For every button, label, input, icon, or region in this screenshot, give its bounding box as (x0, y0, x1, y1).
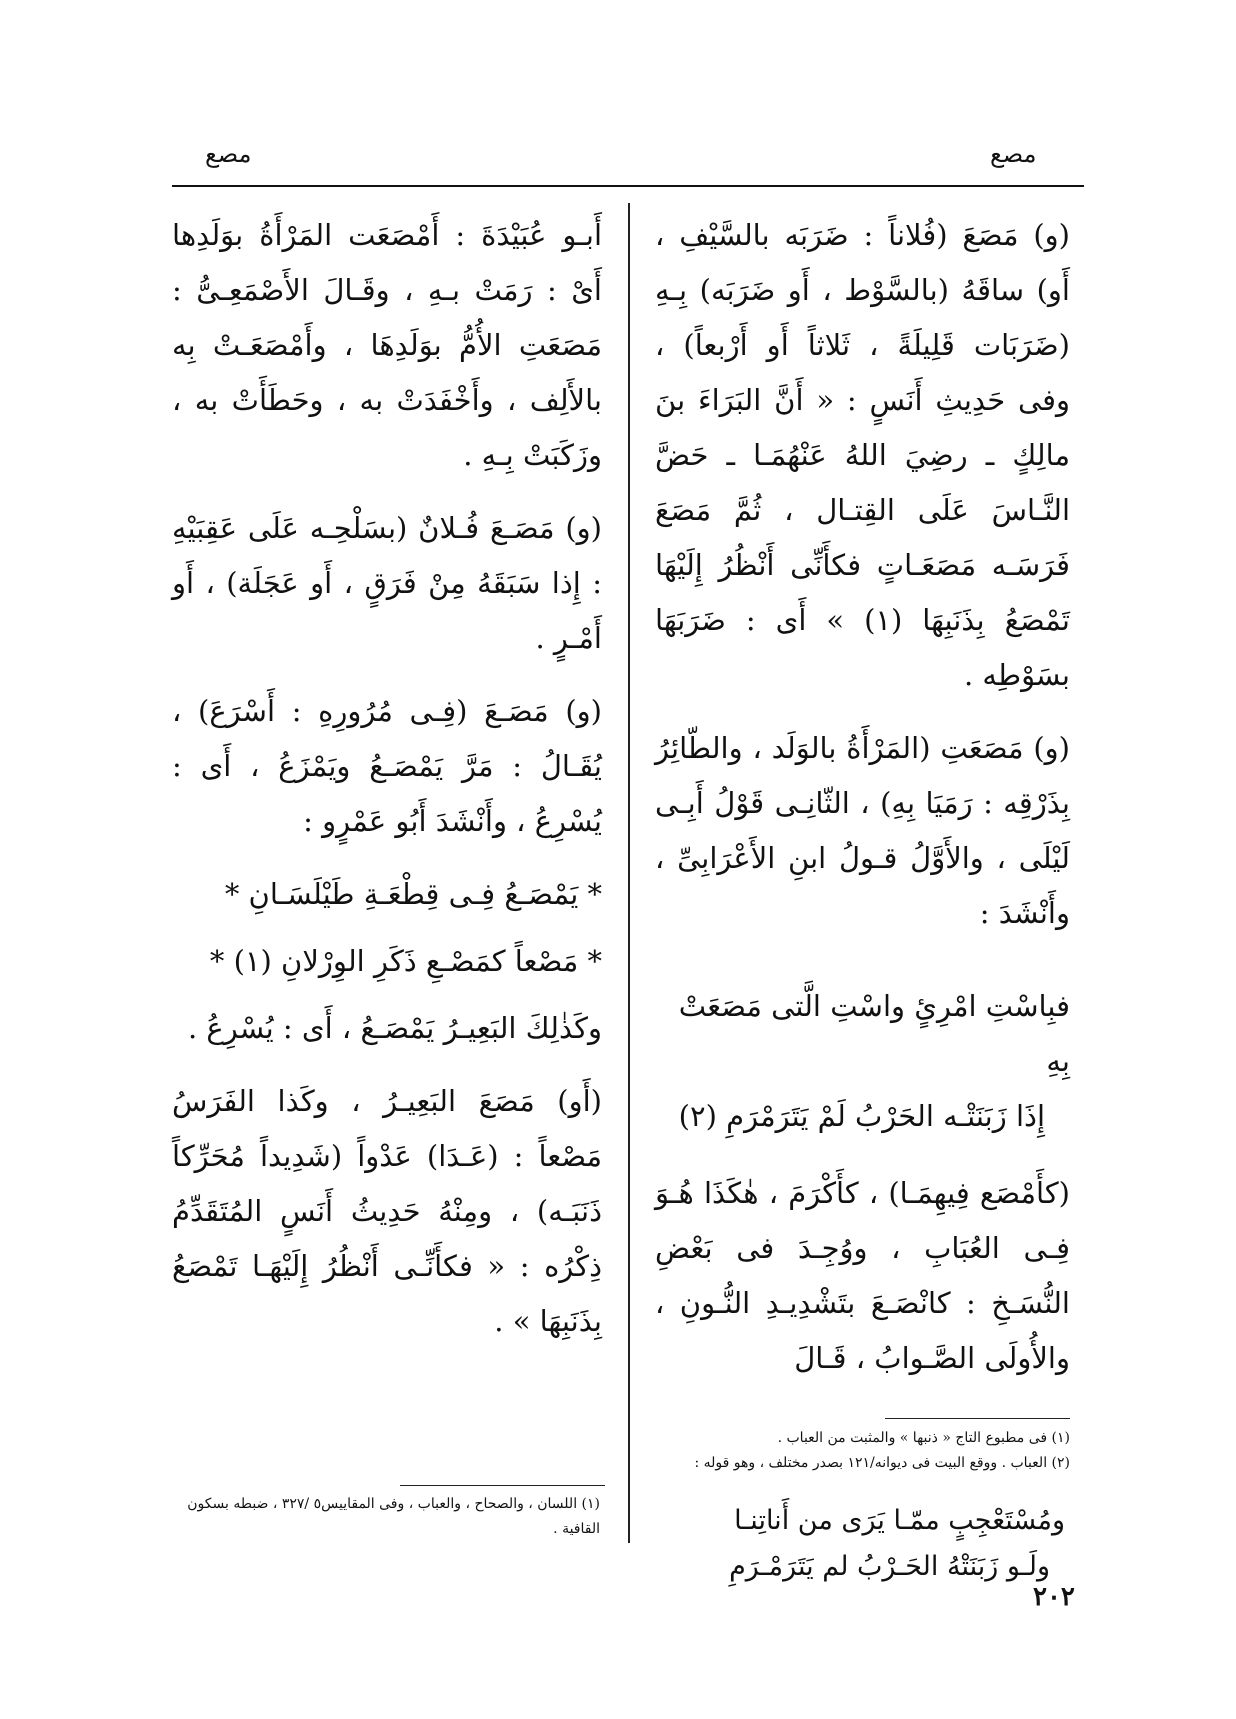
entry-paragraph: (كأَمْصَع فِيهِمَـا) ، كأَكْرَمَ ، هٰكَذَا هُـوَ فِـى العُبَابِ ، ووُجِـدَ فى بَعْضِ النُّسَـخِ : كانْصَـعَ بتَشْدِيـدِ النُّـونِ ، والأُولَى الصَّـوابُ ، قَـالَ (655, 1176, 1070, 1375)
footnotes-left (150, 1492, 600, 1542)
footnote-rule-right (885, 1418, 1070, 1419)
rajaz-verse: * يَمْصَـعُ فِـى قِطْعَـةِ طَيْلَسَـانِ * (224, 877, 602, 911)
header-entry-word-left: مصع (205, 140, 252, 168)
page-number: ٢٠٢ (1033, 1582, 1075, 1612)
footnote: (١) فى مطبوع التاج « ذنبها » والمثبت من العباب . (777, 1430, 1070, 1446)
right-column (655, 208, 1070, 1404)
footnote-verse-line-second: ولَـو زَبَنَتْهُ الحَـرْبُ لم يَتَرَمْـرَمِ (729, 1551, 1050, 1582)
left-column (172, 208, 602, 1367)
footnote-rule-left (400, 1485, 605, 1486)
entry-paragraph: (و) مَصَعَتِ (المَرْأَةُ بالوَلَد ، والطّائِرُ بِذَرْقِه : رَمَيَا بِهِ) ، الثّانِـى قَوْلُ أَبِـى لَيْلَى ، والأَوَّلُ قـولُ ابنِ الأَعْرَابِىِّ ، وأَنْشَدَ : (655, 731, 1070, 930)
footnotes-right (655, 1426, 1070, 1476)
poem-line-first: فبِاسْتِ امْرِئٍ واسْتِ الَّتى مَصَعَتْ بِهِ (678, 989, 1070, 1078)
entry-paragraph: (و) مَصَـعَ فُـلانٌ (بسَلْحِـه عَلَى عَقِبَيْهِ : إِذا سَبَقَهُ مِنْ فَرَقٍ ، أَو عَجَلَة) ، أَو أَمْـرٍ . (172, 511, 602, 655)
footnote: (١) اللسان ، والصحاح ، والعباب ، وفى المقاييس٥ /٣٢٧ ، ضبطه بسكون القافية . (187, 1496, 600, 1537)
footnote-verse (660, 1498, 1065, 1590)
header-rule (172, 185, 1084, 187)
column-divider (628, 203, 630, 1543)
footnote: (٢) العباب . ووقع البيت فى ديوانه/١٢١ بصدر مختلف ، وهو قوله : (694, 1455, 1070, 1471)
poem-couplet (655, 979, 1070, 1144)
entry-paragraph: (و) مَصَعَ (فُلاناً : ضَرَبَه بالسَّيْفِ ، أَو) ساقَهُ (بالسَّوْط ، أَو ضَرَبَه) بِـهِ (ضَرَبَات قَلِيلَةً ، ثَلاثاً أَو أَرْبعاً) ، وفى حَدِيثِ أَنَسٍ : « أَنَّ البَرَاءَ بنَ مالِكٍ ـ رضِيَ اللهُ عَنْهُمَـا ـ حَضَّ النَّـاسَ عَلَى القِتـال ، ثُمَّ مَصَعَ فَرَسَـه مَصَعَـاتٍ فكأَنِّى أَنْظُرُ إِلَيْهَا تَمْصَعُ بِذَنَبِهَا (١) » أَى : ضَرَبَهَا بسَوْطِه . (655, 218, 1070, 692)
rajaz-verse: * مَصْعاً كمَصْـعِ ذَكَرِ الوِرْلانِ (١) * (209, 944, 602, 978)
entry-paragraph: أَبـو عُبَيْدَةَ : أَمْصَعَت المَرْأَةُ بوَلَدِها أَىْ : رَمَتْ بـهِ ، وقَـالَ الأَصْمَعِـىُّ : مَصَعَتِ الأُمُّ بوَلَدِهَا ، وأَمْصَعَـتْ بِه بالأَلِف ، وأَخْفَدَتْ به ، وحَطَأَتْ به ، وزَكَبَتْ بِـهِ . (172, 218, 602, 472)
entry-paragraph: (و) مَصَـعَ (فِـى مُرُورِهِ : أَسْرَعَ) ، يُقَـالُ : مَرَّ يَمْصَـعُ ويَمْزَعُ ، أَى : يُسْرِعُ ، وأَنْشَدَ أَبُو عَمْرٍو : (172, 694, 602, 838)
footnote-verse-line-first: ومُسْتَعْجِبٍ ممّـا يَرَى من أَناتِنـا (734, 1505, 1065, 1536)
header-entry-word-right: مصع (990, 140, 1037, 168)
poem-line-second: إِذَا زَبَنَتْـه الحَرْبُ لَمْ يَتَرَمْرَمِ (٢) (678, 1099, 1045, 1133)
entry-paragraph: وكَذٰلِكَ البَعِيـرُ يَمْصَـعُ ، أَى : يُسْرِعُ . (188, 1011, 602, 1045)
entry-paragraph: (أَو) مَصَعَ البَعِيـرُ ، وكَذا الفَرَسُ مَصْعاً : (عَـدَا) عَدْواً (شَدِيداً مُحَرِّكاً ذَنَبَـه) ، ومِنْهُ حَدِيثُ أَنَسٍ المُتَقَدِّمُ ذِكْرُه : « فكأَنِّـى أَنْظُرُ إِلَيْهَـا تَمْصَعُ بِذَنَبِهَا » . (172, 1084, 602, 1338)
